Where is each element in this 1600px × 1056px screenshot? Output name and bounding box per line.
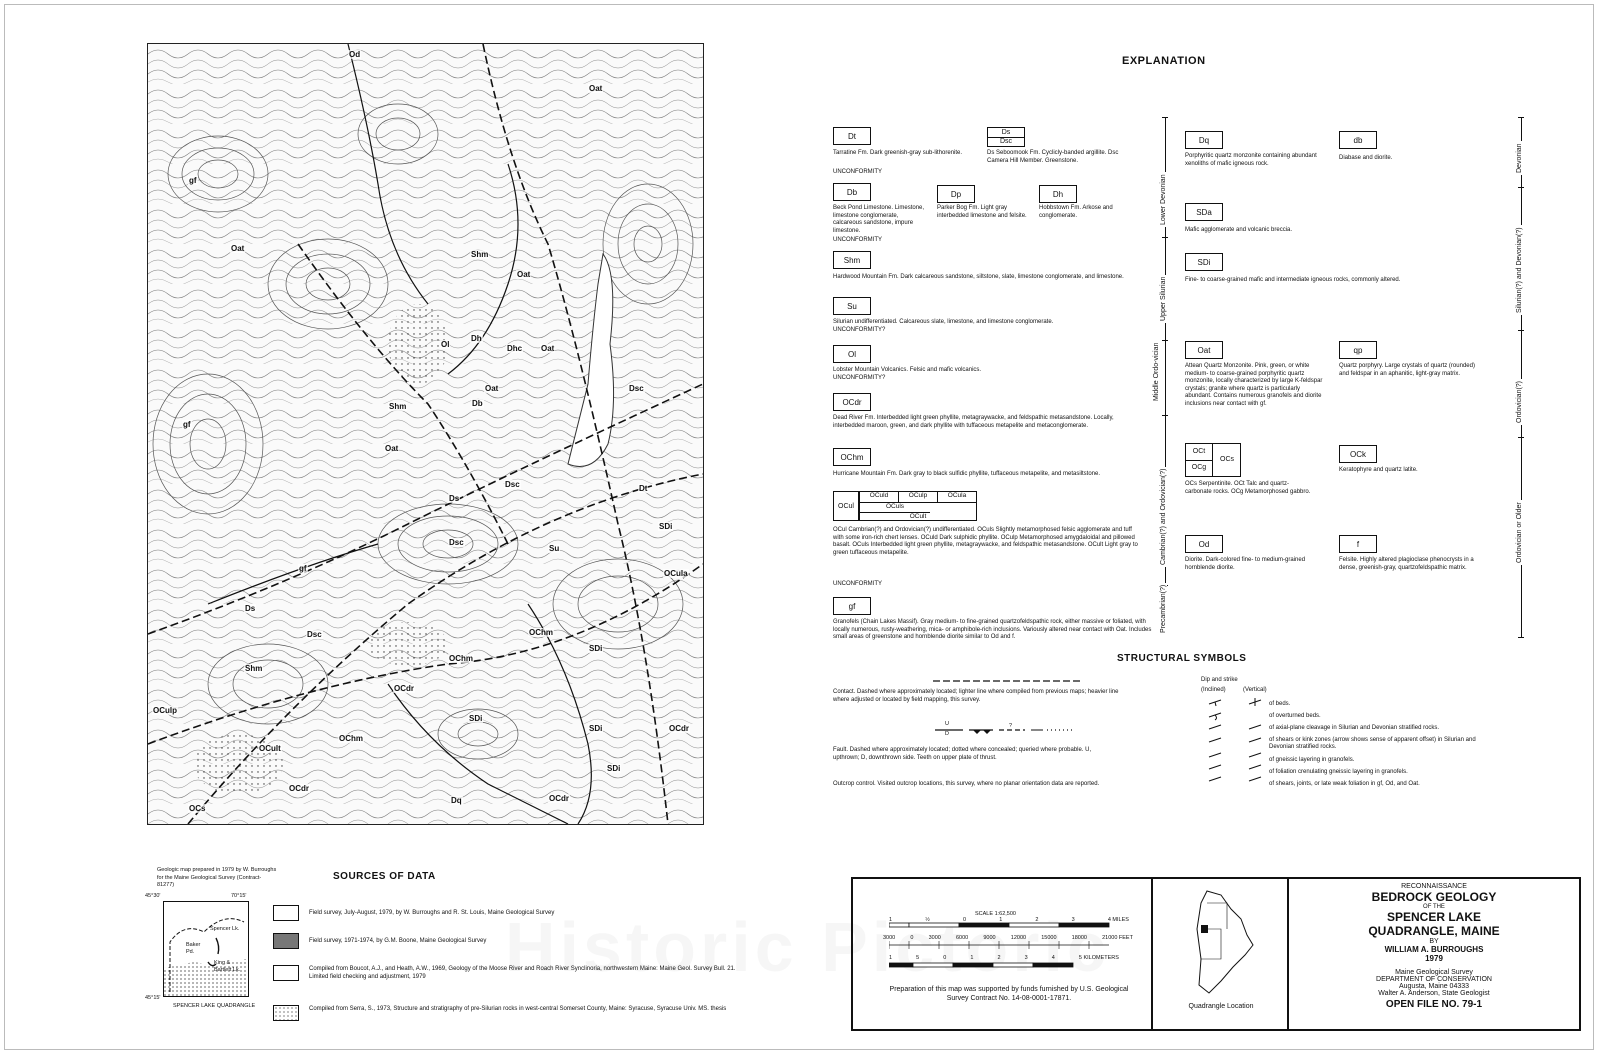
unit-code: OCs [1220,456,1234,463]
unit-box-qp[interactable]: qp [1339,341,1377,359]
unit-code: OCulp [899,492,938,502]
unit-code: OCult [909,513,927,520]
scale-tick-label: 0 [910,935,914,941]
scale-tick-label: 1 [889,917,893,923]
unconformity-label: UNCONFORMITY [833,237,882,243]
scale-tick-label: ½ [925,917,930,923]
age-label: Lower Devonian [1160,174,1167,225]
scale-tick-label: 3 [1071,917,1075,923]
index-coord-bl: 45°15' [145,995,161,1001]
unit-desc-Ds: Ds Seboomook Fm. Cyclicly-banded argillite. Dsc Camera Hill Member. Greenstone. [987,150,1119,164]
unit-desc-OCk: Keratophyre and quartz latite. [1339,467,1418,473]
map-label[interactable]: SDi [469,714,483,723]
scale-tick-label: 4 [1051,955,1055,961]
source-swatch-boone [273,933,299,949]
title-line: RECONNAISSANCE [1401,883,1467,890]
unit-box-OCul[interactable]: OCul [833,491,859,521]
dip-row: of foliation crenulating gneissic layering in granofels. [1269,769,1408,775]
structural-title: STRUCTURAL SYMBOLS [1117,653,1247,664]
map-label[interactable]: Dsc [307,630,322,639]
scale-tick-label: 5 KILOMETERS [1078,955,1119,961]
unit-desc-Oat: Attean Quartz Monzonite. Pink, green, or white medium- to coarse-grained porphyritic quartz monzonite, locally characterized by large K-feldspar crystals; granite where quartz is particularly abundant. Contains numerous granofels and diorite inclusions near contact with gf. [1185,363,1323,407]
unit-box-gf[interactable]: gf [833,597,871,615]
map-label[interactable]: OCdr [394,684,414,693]
unit-desc-Dh: Hobbstown Fm. Arkose and conglomerate. [1039,205,1113,219]
scale-tick-label: 2 [1035,917,1039,923]
org-line: Maine Geological Survey [1395,969,1473,976]
map-label[interactable]: OChm [529,628,553,637]
scale-title: SCALE 1:62,500 [975,911,1016,917]
age-label: Silurian(?) and Devonian(?) [1516,227,1523,313]
map-label[interactable]: Od [349,50,361,59]
map-label[interactable]: Dsc [629,384,644,393]
map-label[interactable]: OCult [259,744,281,753]
dip-row: of axial-plane cleavage in Silurian and Devonian stratified rocks. [1269,725,1440,731]
map-label[interactable]: Ol [441,340,450,349]
source-text: Field survey, 1971-1974, by G.M. Boone, Maine Geological Survey [309,938,487,944]
title-line: OF THE [1423,904,1445,910]
map-label[interactable]: OCdr [549,794,569,803]
age-tick [1518,437,1524,438]
title-section [1289,883,1579,1027]
unit-desc-Su: Silurian undifferentiated. Calcareous slate, limestone, and limestone conglomerate. [833,319,1054,325]
fault-downthrown-label: D [945,731,949,737]
title-line: BY [1429,938,1439,945]
scale-km-labels [889,955,1119,962]
map-labels [148,44,703,824]
unit-box-db[interactable]: db [1339,131,1377,149]
age-tick [1162,340,1168,341]
age-tick [1162,237,1168,238]
unit-box-OCdr[interactable]: OCdr [833,393,871,411]
contact-desc: Contact. Dashed where approximately located; lighter line where compiled from previous maps; heavier line where adjusted or located by field mapping, this survey. [833,689,1119,703]
unit-code: OCuls [860,503,930,513]
index-place-label: Spencer Lk. [210,926,240,932]
scale-tick-label: 18000 [1071,935,1087,941]
map-label[interactable]: Ds [449,494,460,503]
unit-box-OCk[interactable]: OCk [1339,445,1377,463]
unit-box-Od[interactable]: Od [1185,535,1223,553]
unit-desc-Od: Diorite. Dark-colored fine- to medium-grained hornblende diorite. [1185,557,1306,571]
map-label[interactable]: OCdr [669,724,689,733]
age-label: Precambrian(?) [1160,584,1167,633]
age-label: Ordovician or Older [1516,502,1523,563]
unit-desc-SDi: Fine- to coarse-grained mafic and intermediate igneous rocks, commonly altered. [1185,277,1401,283]
source-text: Field survey, July-August, 1979, by W. Burroughs and R. St. Louis, Maine Geological Survey [309,910,555,916]
scale-tick-label: 0 [943,955,947,961]
unit-box-Dh[interactable]: Dh [1039,185,1077,203]
unit-code: OCg [1186,460,1213,476]
unit-code: Dsc [988,137,1024,146]
map-label[interactable]: Oat [517,270,531,279]
map-label[interactable]: SDi [607,764,621,773]
index-caption: SPENCER LAKE QUADRANGLE [173,1003,256,1009]
sources-title: SOURCES OF DATA [333,871,436,882]
scale-miles-labels [889,917,1129,924]
map-label[interactable]: Dh [471,334,482,343]
unconformity-label: UNCONFORMITY? [833,375,886,381]
map-label[interactable]: SDi [589,724,603,733]
age-label: Ordovician(?) [1516,380,1523,423]
scale-tick-label: 15000 [1041,935,1057,941]
unit-box-SDa[interactable]: SDa [1185,203,1223,221]
unit-desc-db: Diabase and diorite. [1339,155,1393,161]
dip-row: of overturned beds. [1269,713,1321,719]
unconformity-label: UNCONFORMITY? [833,327,886,333]
quadrangle-location-section [1153,879,1289,1029]
map-sheet [4,4,1594,1050]
dip-row: of gneissic layering in granofels. [1269,757,1355,763]
map-prepared-note: Geologic map prepared in 1979 by W. Burroughs for the Maine Geological Survey (Contract-81277) [157,867,277,888]
map-label[interactable]: Dt [639,484,648,493]
outcrop-desc: Outcrop control. Visited outcrop locations, this survey, where no planar orientation data are reported. [833,781,1100,787]
map-label[interactable]: Oat [541,344,555,353]
map-label[interactable]: Dq [451,796,462,805]
unit-desc-Dp: Parker Bog Fm. Light gray interbedded limestone and felsite. [937,205,1027,219]
fault-upthrown-label: U [945,721,949,727]
unit-box-Db[interactable]: Db [833,183,871,201]
scale-bars [889,919,1119,979]
map-label[interactable]: Db [472,399,483,408]
map-label[interactable]: Shm [245,664,263,673]
map-label[interactable]: OCulp [153,706,177,715]
unit-desc-Shm: Hardwood Mountain Fm. Dark calcareous sandstone, siltstone, slate, limestone conglomerate, and limestone. [833,274,1124,280]
map-label[interactable]: Dhc [507,344,523,353]
open-file-number: OPEN FILE NO. 79-1 [1385,999,1483,1010]
unit-desc-OCs: OCs Serpentinite. OCt Talc and quartz-carbonate rocks. OCg Metamorphosed gabbro. [1185,481,1311,495]
title-block-frame [851,877,1581,1031]
scale-tick-label: 6000 [955,935,969,941]
dip-symbols [1201,697,1241,787]
index-coord-tr: 70°15' [231,893,247,899]
scale-tick-label: 3000 [883,935,896,941]
unit-box-Dt[interactable]: Dt [833,127,871,145]
age-label: Cambrian(?) and Ordovician(?) [1160,468,1167,565]
unit-desc-qp: Quartz porphyry. Large crystals of quartz (rounded) and feldspar in an aphanitic, light-gray matrix. [1339,363,1475,377]
unconformity-label: UNCONFORMITY [833,581,882,587]
dip-row: of shears, joints, or late weak foliation in gf, Od, and Oat. [1269,781,1420,787]
scale-tick-label: 3 [1024,955,1028,961]
year: 1979 [1425,954,1443,963]
unit-desc-SDa: Mafic agglomerate and volcanic breccia. [1185,227,1293,233]
scale-tick-label: 0 [962,917,967,923]
vertical-header: (Vertical) [1243,687,1267,693]
unit-desc-Db: Beck Pond Limestone. Limestone, limestone conglomerate, calcareous sandstone, impure limestone. [833,205,925,234]
explanation-title: EXPLANATION [1122,55,1206,67]
scale-tick-label: 1 [999,917,1003,923]
map-label[interactable]: Oat [385,444,399,453]
scale-tick-label: 5 [916,955,920,961]
quadrangle-location-caption: Quadrangle Location [1188,1003,1254,1010]
unit-box-Oat[interactable]: Oat [1185,341,1223,359]
unit-code: OCuld [860,492,899,502]
index-place-label: King & Bartlett Lk. [214,960,241,973]
unit-box-SDi[interactable]: SDi [1185,253,1223,271]
index-map [163,901,249,997]
ocul-subunits[interactable] [859,491,977,521]
unit-box-Ds[interactable] [987,127,1025,147]
scale-section [853,879,1153,1029]
map-label[interactable]: Shm [389,402,407,411]
unit-box-Su[interactable]: Su [833,297,871,315]
scale-tick-label: 4 MILES [1107,917,1129,923]
org-line: Walter A. Anderson, State Geologist [1378,990,1490,997]
unit-desc-OCdr: Dead River Fm. Interbedded light green phyllite, metagraywacke, and feldspathic metasandstone. Locally, interbedded maroon, green, and dark phyllite with tuffaceous metapelite and metaconglomerate. [833,415,1114,429]
inclined-header: (Inclined) [1201,687,1226,693]
unit-desc-Ol: Lobster Mountain Volcanics. Felsic and mafic volcanics. [833,367,982,373]
scale-tick-label: 1 [889,955,893,961]
unit-box-OCs[interactable] [1185,443,1241,477]
unconformity-label: UNCONFORMITY [833,169,882,175]
map-label[interactable]: OCula [664,569,688,578]
index-place-label: Baker Pd. [186,942,201,955]
map-label[interactable]: gf [189,176,197,185]
age-tick [1518,637,1524,638]
scale-tick-label: 3000 [928,935,941,941]
source-text: Compiled from Serra, S., 1973, Structure and stratigraphy of pre-Silurian rocks in west-central Somerset County, Maine: Syracuse, Syracuse Univ. MS. thesis [309,1006,727,1012]
map-label[interactable]: Dsc [449,538,464,547]
map-label[interactable]: gf [183,420,191,429]
unit-desc-OChm: Hurricane Mountain Fm. Dark gray to black sulfidic phyllite, tuffaceous metapelite, and metasiltstone. [833,471,1101,477]
map-label[interactable]: Ds [245,604,256,613]
unit-desc-Dt: Tarratine Fm. Dark greenish-gray sub-lithorenite. [833,150,963,156]
maine-outline-icon [1187,889,1257,999]
map-label[interactable]: OChm [339,734,363,743]
age-label: Devonian [1516,143,1523,173]
age-label: Middle Ordo-vician [1153,342,1160,401]
unit-desc-f: Felsite. Highly altered plagioclase phenocrysts in a dense, greenish-gray, quartzofeldspathic matrix. [1339,557,1474,571]
age-tick [1518,330,1524,331]
scale-tick-label: 9000 [983,935,996,941]
scale-tick-label: 2 [997,955,1001,961]
title-line: QUADRANGLE, MAINE [1368,924,1500,938]
unit-box-Dp[interactable]: Dp [937,185,975,203]
scale-feet-labels [883,935,1133,942]
unit-box-Ol[interactable]: Ol [833,345,871,363]
scale-tick-label: 12000 [1010,935,1027,941]
source-swatch-serra [273,1005,299,1021]
unit-code: OCula [947,492,967,499]
author-name: WILLIAM A. BURROUGHS [1384,945,1484,954]
map-label[interactable]: Dsc [505,480,520,489]
geologic-map[interactable] [147,43,704,825]
dip-row: of beds. [1269,701,1291,707]
unit-box-OChm[interactable]: OChm [833,448,871,466]
map-label[interactable]: OChm [449,654,473,663]
source-text: Compiled from Boucot, A.J., and Heath, A.W., 1969, Geology of the Moose River and Roach River Synclinoria, northwestern Maine: Maine Geol. Survey Bull. 21. Limited field checking and adjustment, 1979 [309,966,736,980]
unit-desc-Dq: Porphyritic quartz monzonite containing abundant xenoliths of mafic igneous rock. [1185,153,1317,167]
map-label[interactable]: SDi [659,522,673,531]
age-tick [1162,415,1168,416]
scale-tick-label: 21000 FEET [1102,935,1133,941]
contact-line-symbol [933,677,1083,685]
dip-row: of shears or kink zones (arrow shows sense of apparent offset) in Silurian and Devonian stratified rocks. [1269,737,1476,750]
unit-box-f[interactable]: f [1339,535,1377,553]
fault-line-symbol [935,723,1075,737]
map-label[interactable]: Su [549,544,560,553]
org-line: DEPARTMENT OF CONSERVATION [1376,976,1492,983]
scale-tick-label: 1 [970,955,974,961]
unit-desc-OCul: OCul Cambrian(?) and Ordovician(?) undifferentiated. OCuls Slightly metamorphosed felsic agglomerate and tuff with some iron-rich chert lenses. OCuld Dark sulphidic phyllite. OCulp Metamorphosed amygdaloidal and pillowed basalt. OCuls Interbedded light green phyllite, metagraywacke, and feldspathic metasandstone. OCult Light gray to green tuffaceous metapelite. [833,527,1138,556]
org-line: Augusta, Maine 04333 [1398,983,1470,990]
funding-note: Preparation of this map was supported by funds furnished by U.S. Geological Survey Contract No. 14-08-0001-17871. [889,986,1129,1002]
dip-strike-title: Dip and strike [1201,677,1238,683]
map-label[interactable]: Oat [231,244,245,253]
map-label[interactable]: OCs [189,804,206,813]
fault-desc: Fault. Dashed where approximately located; dotted where concealed; queried where probable. U, upthrown; D, downthrown side. Teeth on upper plate of thrust. [833,747,1092,761]
age-tick [1518,187,1524,188]
map-label[interactable]: gf [299,564,307,573]
unit-desc-gf: Granofels (Chain Lakes Massif). Gray medium- to fine-grained quartzofeldspathic rock, either massive or foliated, with locally numerous, rusty-weathering, mica- or amphibole-rich inclusions. Variously altered near contact with Oat. Includes small areas of greenstone and hornblende diorite similar to Od and f. [833,619,1152,640]
map-label[interactable]: Oat [589,84,603,93]
age-tick [1162,117,1168,118]
title-line: SPENCER LAKE [1386,910,1481,924]
age-tick [1518,117,1524,118]
source-swatch-field-1979 [273,905,299,921]
map-label[interactable]: Oat [485,384,499,393]
age-label: Upper Silurian [1160,276,1167,321]
unit-box-Dq[interactable]: Dq [1185,131,1223,149]
source-swatch-boucot [273,965,299,981]
map-label[interactable]: OCdr [289,784,309,793]
map-label[interactable]: Shm [471,250,489,259]
title-line: BEDROCK GEOLOGY [1371,890,1497,904]
fault-query-label: ? [1009,723,1013,729]
index-coord-tl: 45°30' [145,893,161,899]
map-label[interactable]: SDi [589,644,603,653]
unit-code: Ds [1001,128,1011,136]
unit-code: OCt [1186,444,1213,461]
unit-box-Shm[interactable]: Shm [833,251,871,269]
